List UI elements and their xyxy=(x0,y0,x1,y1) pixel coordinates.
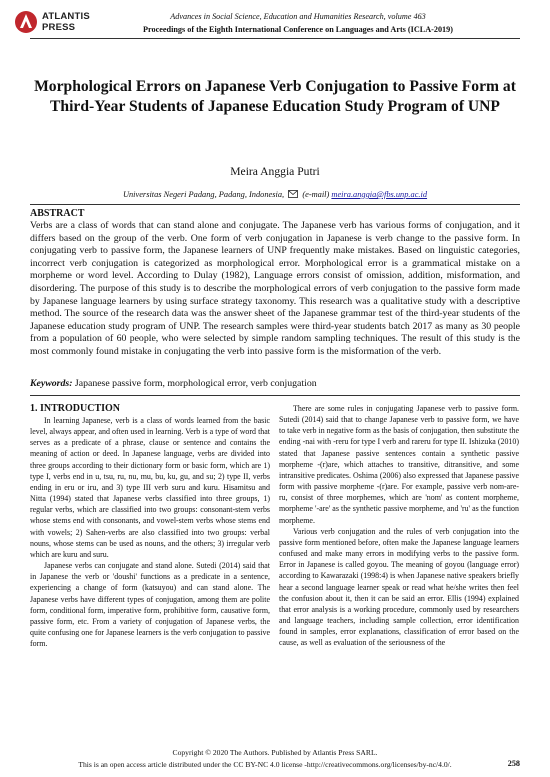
journal-line: Advances in Social Science, Education and Humanities Research, volume 463 xyxy=(170,12,426,21)
proceedings-line: Proceedings of the Eighth International Conference on Languages and Arts (ICLA-2019) xyxy=(143,25,453,34)
abstract-body: Verbs are a class of words that can stand alone and conjugate. The Japanese verb has various forms of conjugation, and it differs based on the group of the verb. One form of verb conjugation in Japanese is verb change to the passive form. In conjugating verb to passive form, the Japanese learners of UNP frequently make mistakes. Based on linguistic categories, incorrect verb conjugation is categorized as morphological error. Morphological error is a grammatical mistake on a morpheme or word level. According to Dulay (1982), Language errors consist of omission, addition, misformation, and disordering. The purpose of this study is to describe the morphological errors of verb conjugation to the passive form made by Japanese language learners by using surface strategy taxonomy. This research was a qualitative study with a descriptive method. The source of the research data was the answer sheet of the Japanese grammar test of the third-year students of the Japanese education study program of UNP. The research samples were third-year students batch 2017 as many as 30 people from a population of 60 people, who were selected by simple random sampling techniques. The result of this study is the most commonly found mistake in conjugating the verb into passive form is the misformation of the verb. xyxy=(30,220,520,357)
email-link[interactable]: meira.anggia@fbs.unp.ac.id xyxy=(331,190,428,199)
logo-word-1: ATLANTIS xyxy=(42,11,90,22)
intro-paragraph-2: Japanese verbs can conjugate and stand alone. Sutedi (2014) said that in Japanese the verb or 'doushi' functions as a predicate in a sentence, experiencing a change of form (katsuyou) and can stand alone. The Japanese verbs have different types of conjugation, among them are polite form, conditional form, imperative form, prohibitive form, causative form, passive form, etc. From a variety of conjugation of Japanese verbs, the quite confusing one for Japanese learners is the verb conjugation to passive form. xyxy=(30,561,270,649)
copyright-line: Copyright © 2020 The Authors. Published by Atlantis Press SARL. xyxy=(172,748,378,757)
atlantis-logo-icon xyxy=(14,10,38,34)
intro-paragraph-1: In learning Japanese, verb is a class of words learned from the basic level, always appear, and often used in learning. Verb is a type of word that serves as a predicate of a phrase, clause or sentence and contains the meaning of action or deed. In Japanese language, verbs are divided into three groups according to their dictionary form or basic form, which are 1) type I, verbs end in u, tsu, ru, nu, mu, bu, ku, gu, and su; 2) type II, verbs ending in eru or iru, and 3) type III verb suru and kuru. Hisamitsu and Nitta (1994) stated that Japanese verbs classified into three groups, 1) regular verbs, which are classified into two groups: consonant-stem verbs whose stems end with consonants, and vowel-stem verbs whose stems end with vowels; 2) Sahen-verbs are also classified into two groups: verbal nouns, whose stems can be used as nouns, and the others; 3) irregular verb which are kuru and suru. xyxy=(30,416,270,559)
introduction-heading: 1. INTRODUCTION xyxy=(30,403,121,414)
affiliation xyxy=(30,190,520,200)
page-number: 258 xyxy=(507,759,520,768)
keywords-label: Keywords: xyxy=(30,378,73,389)
intro-paragraph-3: There are some rules in conjugating Japanese verb to passive form. Sutedi (2014) said that to change Japanese verb to passive form, we have to take verb in negative form as the basis of conjugation, then substitute the ending -nai with -reru for type I verb and rareru for type II. Ishizuka (2010) stated that Japanese passive sentences contain a synthetic passive morpheme -(r)are, which attaches to transitive, ditransitive, and some intransitive predicates. Oshima (2006) also expressed that Japanese passive form with passive morpheme -(r)are. For example, passive verb nom-are-ru, consist of three morphemes, which are 'nom' as content morpheme, morpheme '-are' as the synthetic passive morpheme, and 'ru' as the function morpheme. xyxy=(279,404,519,525)
envelope-icon xyxy=(288,190,298,200)
author-name: Meira Anggia Putri xyxy=(230,165,320,178)
email-label: (e-mail) xyxy=(302,190,330,199)
header-divider xyxy=(30,38,520,39)
abstract-heading: ABSTRACT xyxy=(30,208,85,219)
affiliation-text: Universitas Negeri Padang, Padang, Indonesia, xyxy=(122,190,285,199)
abstract-top-divider xyxy=(30,204,520,205)
keywords-divider xyxy=(30,395,520,396)
paper-title: Morphological Errors on Japanese Verb Conjugation to Passive Form at Third-Year Students of Japanese Education Study Program of UNP xyxy=(34,78,516,115)
license-line: This is an open access article distributed under the CC BY-NC 4.0 license -http://creativecommons.org/licenses/by-nc/4.0/. xyxy=(78,760,452,769)
intro-paragraph-4: Various verb conjugation and the rules of verb conjugation into the passive form mentioned before, often make the Japanese language learners confused and make many errors in modifying verbs to the passive form. Error in Japanese is called goyou. The meaning of goyou (language error) according to Kawarazaki (1998:4) is when Japanese native speakers briefly hear a second language learner speak or read what he/she writes then feel the confusion about it, then it can be said an error. Ellis (1994) explained that error analysis is a working procedure, commonly used by researchers and language teachers, including sample collection, error identification found in samples, error explanations, classification of error based on the cause, as well as evaluation of the seriousness of the xyxy=(279,526,519,648)
keywords-text: Japanese passive form, morphological error, verb conjugation xyxy=(74,378,317,389)
left-column xyxy=(30,403,270,649)
right-column xyxy=(279,403,519,648)
keywords xyxy=(30,378,520,389)
logo-word-2: PRESS xyxy=(42,22,76,33)
